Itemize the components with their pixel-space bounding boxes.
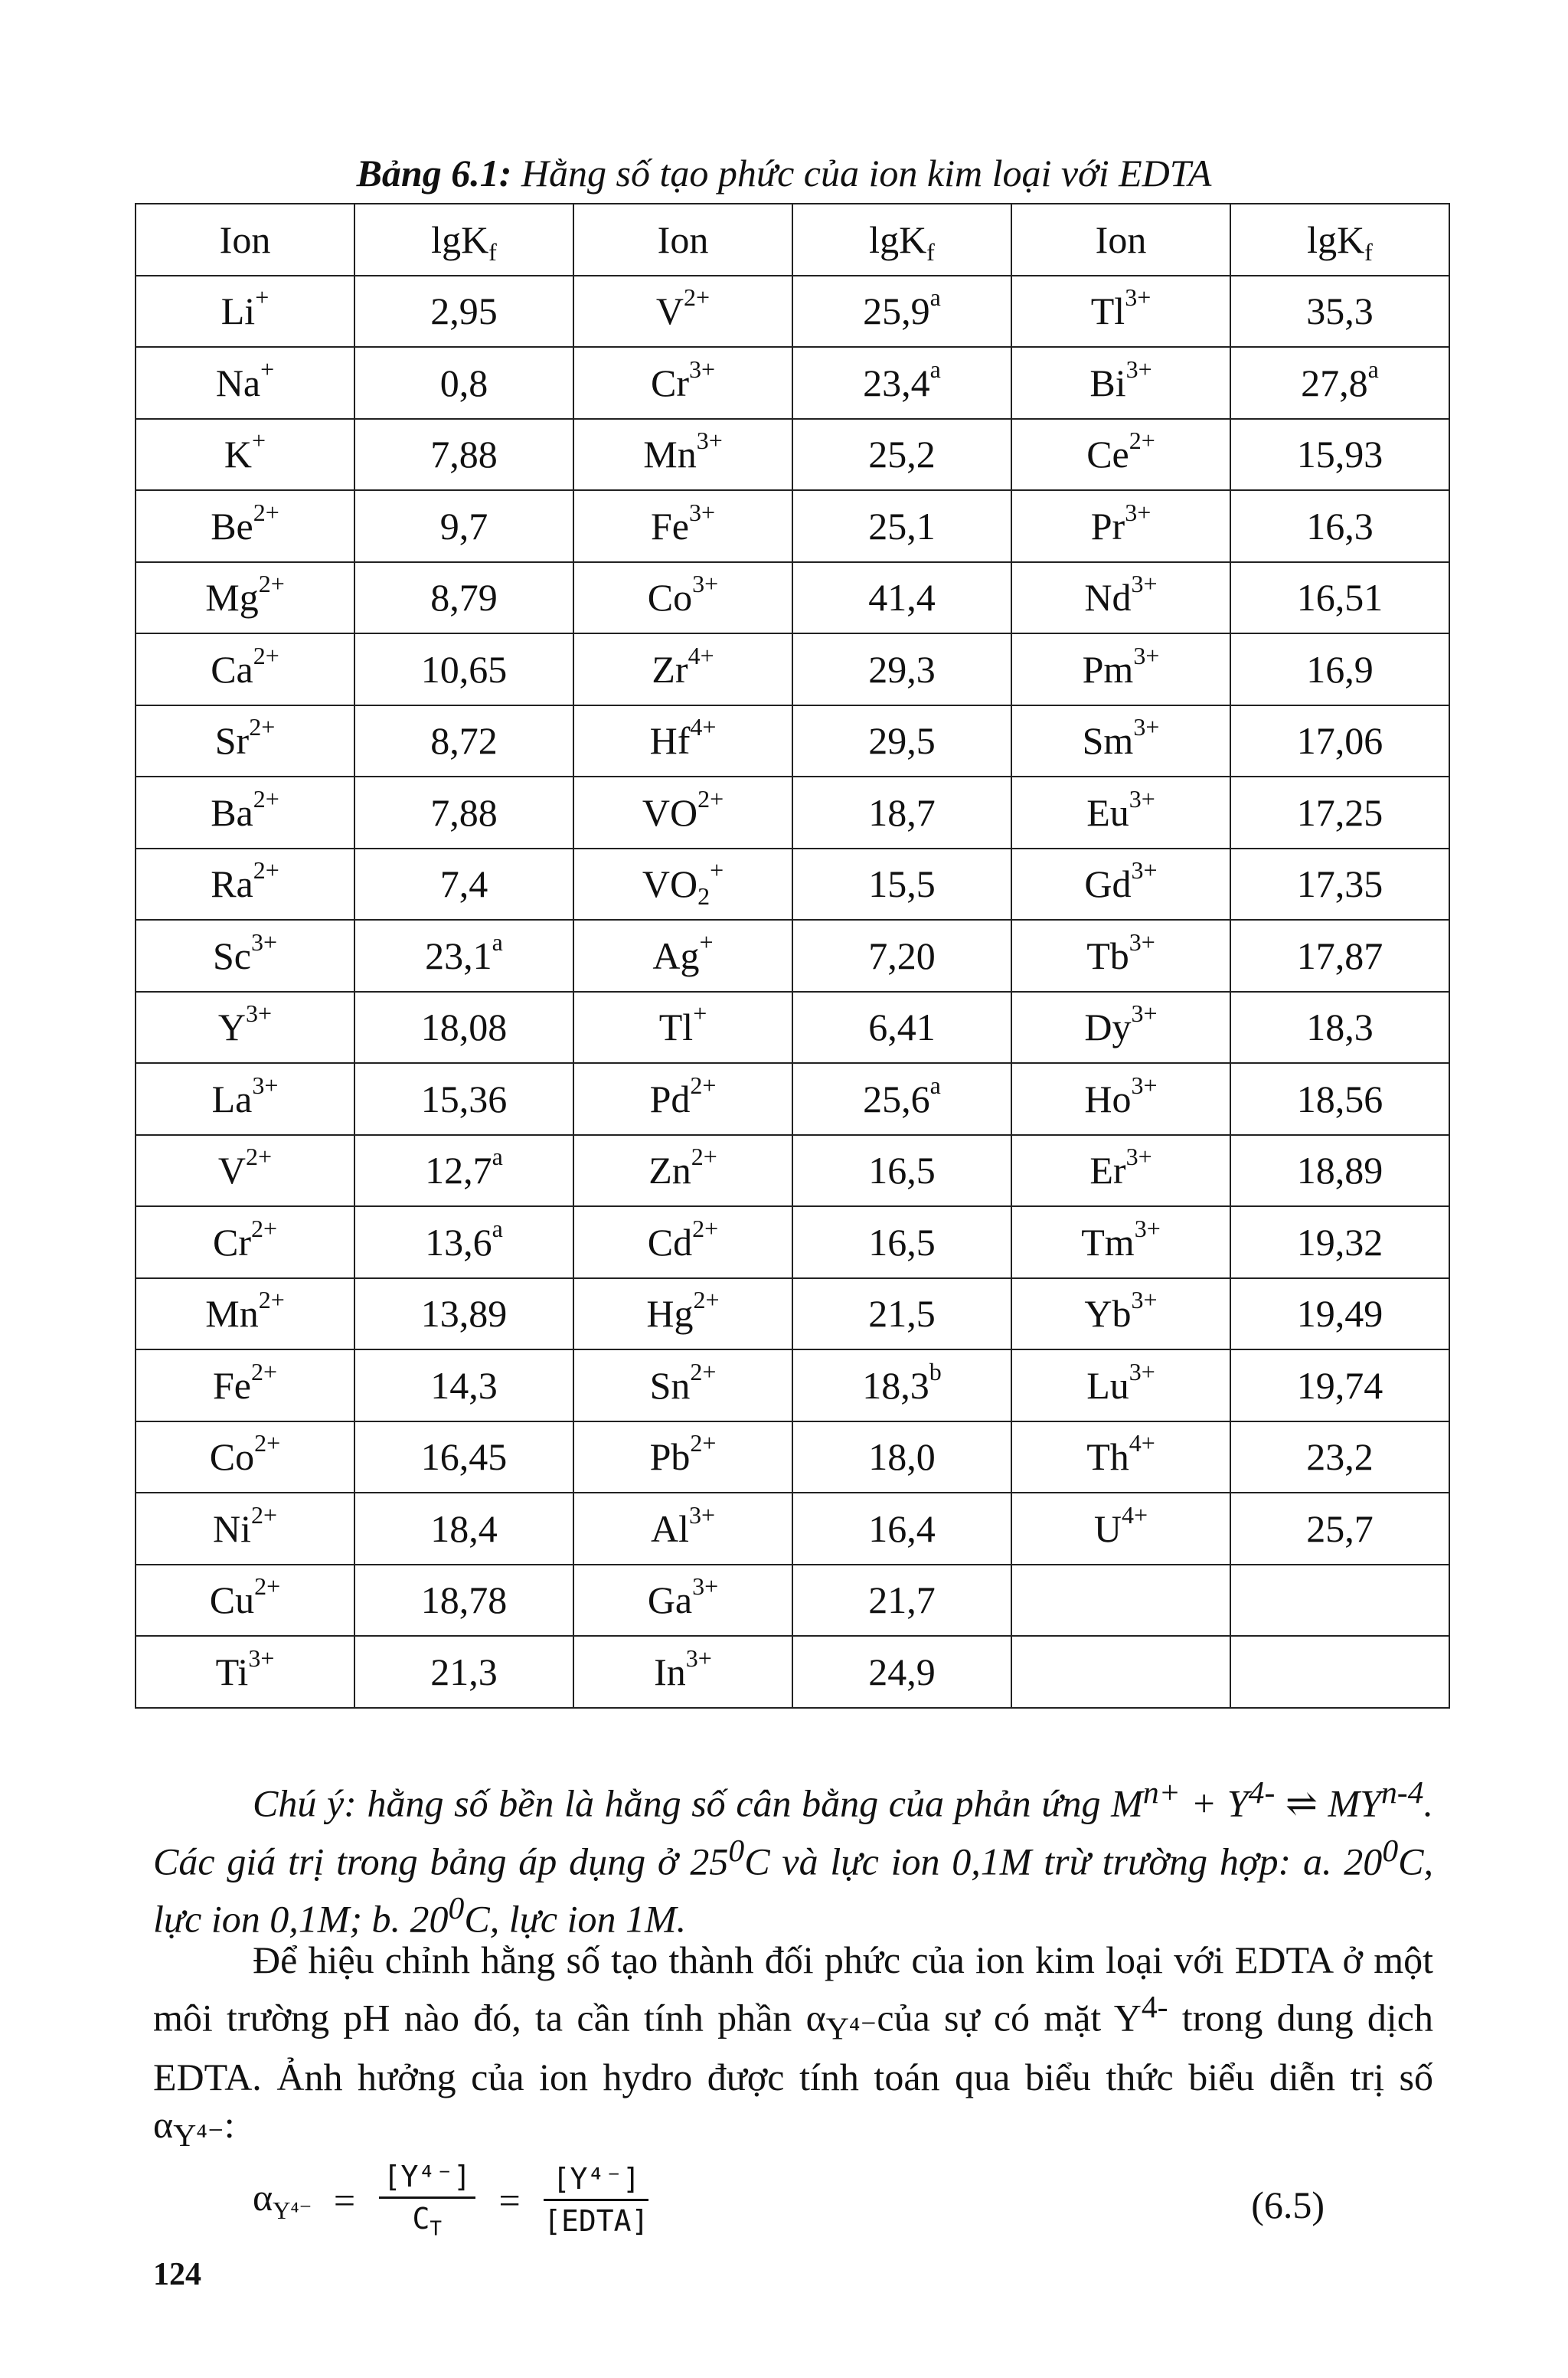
equation-number: (6.5) <box>1251 2183 1325 2226</box>
ion-cell: $Al^{3+}$ <box>573 1493 792 1565</box>
lgkf-cell: 17,25 <box>1230 777 1449 849</box>
ion-cell: $Ce^{2+}$ <box>1011 419 1230 491</box>
table-row <box>136 705 1449 777</box>
table-row <box>136 1063 1449 1135</box>
ion-cell: $VO_2^+$ <box>573 849 792 921</box>
equals-sign: = <box>498 2178 521 2222</box>
lgkf-cell: 27,8$^a$ <box>1230 347 1449 419</box>
ion-cell: $VO^{2+}$ <box>573 777 792 849</box>
ion-cell: $Ni^{2+}$ <box>136 1493 354 1565</box>
ion-cell: $V^{2+}$ <box>136 1135 354 1207</box>
lgkf-cell: 16,51 <box>1230 562 1449 634</box>
table-header-row <box>136 204 1449 276</box>
lgkf-cell: 25,1 <box>792 490 1011 562</box>
equation-6-5 <box>253 2160 1325 2252</box>
ion-cell: $U^{4+}$ <box>1011 1493 1230 1565</box>
table-row <box>136 849 1449 921</box>
ion-cell: $Ba^{2+}$ <box>136 777 354 849</box>
lgkf-cell: 16,9 <box>1230 633 1449 705</box>
table-row <box>136 347 1449 419</box>
lgkf-cell: 15,93 <box>1230 419 1449 491</box>
header-ion: Ion <box>1011 204 1230 276</box>
page-number: 124 <box>153 2257 201 2292</box>
table-row <box>136 1349 1449 1421</box>
lgkf-cell: 16,4 <box>792 1493 1011 1565</box>
ion-cell: $Cr^{2+}$ <box>136 1206 354 1278</box>
ion-cell: Na+ <box>136 347 354 419</box>
ion-cell: $Tb^{3+}$ <box>1011 920 1230 992</box>
ion-cell: $Sr^{2+}$ <box>136 705 354 777</box>
lgkf-cell: 6,41 <box>792 992 1011 1064</box>
ion-cell: $Mn^{2+}$ <box>136 1278 354 1350</box>
lgkf-cell: 25,7 <box>1230 1493 1449 1565</box>
ion-cell: $Pr^{3+}$ <box>1011 490 1230 562</box>
edta-formation-constant-table <box>135 203 1450 1709</box>
ion-cell: Li+ <box>136 276 354 348</box>
lgkf-cell: 16,45 <box>354 1421 573 1493</box>
lgkf-cell: 18,4 <box>354 1493 573 1565</box>
table-row <box>136 419 1449 491</box>
lgkf-cell: 18,3$^b$ <box>792 1349 1011 1421</box>
caption-title: Hằng số tạo phức của ion kim loại với EDTA <box>521 152 1212 195</box>
ion-cell: Ag+ <box>573 920 792 992</box>
lgkf-cell: 16,5 <box>792 1206 1011 1278</box>
table-row <box>136 1421 1449 1493</box>
lgkf-cell: 23,4$^a$ <box>792 347 1011 419</box>
ion-cell: $Ca^{2+}$ <box>136 633 354 705</box>
lgkf-cell: 35,3 <box>1230 276 1449 348</box>
ion-cell: $Th^{4+}$ <box>1011 1421 1230 1493</box>
lgkf-cell: 2,95 <box>354 276 573 348</box>
lgkf-cell: 12,7$^a$ <box>354 1135 573 1207</box>
table-row <box>136 1565 1449 1637</box>
table-row <box>136 1135 1449 1207</box>
lgkf-cell: 16,5 <box>792 1135 1011 1207</box>
ion-cell: $Hf^{4+}$ <box>573 705 792 777</box>
table-row <box>136 920 1449 992</box>
ion-cell: $Zn^{2+}$ <box>573 1135 792 1207</box>
ion-cell: $Hg^{2+}$ <box>573 1278 792 1350</box>
header-ion: Ion <box>573 204 792 276</box>
ion-cell: $Cd^{2+}$ <box>573 1206 792 1278</box>
ion-cell: $Ti^{3+}$ <box>136 1636 354 1708</box>
ion-cell: $Dy^{3+}$ <box>1011 992 1230 1064</box>
table-note: Chú ý: hằng số bền là hằng số cân bằng của phản ứng $M^{n+} + Y^{4-}$ ⇌ MY$^{n-4}$. Các giá trị trong bảng áp dụng ở $25^0C$ và lực ion 0,1M trừ trường hợp: a. $20^0C$, lực ion 0,1M; b. $20^0C$, lực ion 1M. <box>153 1775 1433 1941</box>
ion-cell: $Mn^{3+}$ <box>573 419 792 491</box>
ion-cell: $Pm^{3+}$ <box>1011 633 1230 705</box>
lgkf-cell: 25,2 <box>792 419 1011 491</box>
ion-cell: $In^{3+}$ <box>573 1636 792 1708</box>
ion-cell: $Sc^{3+}$ <box>136 920 354 992</box>
ion-cell: $Tl^{3+}$ <box>1011 276 1230 348</box>
table-row <box>136 1278 1449 1350</box>
table-row <box>136 1636 1449 1708</box>
fraction-y4-over-edta: $\frac{\text{[Y⁴⁻]}}{\text{[EDTA]}}$ <box>544 2162 649 2239</box>
lgkf-cell: 8,79 <box>354 562 573 634</box>
ion-cell: Tl+ <box>573 992 792 1064</box>
lgkf-cell: 18,56 <box>1230 1063 1449 1135</box>
ion-cell: $Er^{3+}$ <box>1011 1135 1230 1207</box>
ion-cell: $Sm^{3+}$ <box>1011 705 1230 777</box>
ion-cell: $Zr^{4+}$ <box>573 633 792 705</box>
table-row <box>136 562 1449 634</box>
table-row <box>136 1206 1449 1278</box>
lgkf-cell: 17,06 <box>1230 705 1449 777</box>
ion-cell: $Fe^{3+}$ <box>573 490 792 562</box>
ion-cell: $Cu^{2+}$ <box>136 1565 354 1637</box>
lgkf-cell: 7,4 <box>354 849 573 921</box>
ion-cell <box>1011 1565 1230 1637</box>
ion-cell: $Bi^{3+}$ <box>1011 347 1230 419</box>
lgkf-cell: 19,74 <box>1230 1349 1449 1421</box>
lgkf-cell: 25,9$^a$ <box>792 276 1011 348</box>
lgkf-cell: 15,5 <box>792 849 1011 921</box>
lgkf-cell: 18,78 <box>354 1565 573 1637</box>
lgkf-cell: 29,5 <box>792 705 1011 777</box>
lgkf-cell: 13,89 <box>354 1278 573 1350</box>
ion-cell <box>1011 1636 1230 1708</box>
fraction-y4-over-ct: $\frac{\text{[Y⁴⁻]}}{C_T}$ <box>379 2160 475 2241</box>
ion-cell: $Lu^{3+}$ <box>1011 1349 1230 1421</box>
caption-label: Bảng 6.1: <box>356 152 512 195</box>
lgkf-cell: 29,3 <box>792 633 1011 705</box>
lgkf-cell: 24,9 <box>792 1636 1011 1708</box>
ion-cell: $Ga^{3+}$ <box>573 1565 792 1637</box>
header-lgkf: lgK$_f$ <box>1230 204 1449 276</box>
table-row <box>136 1493 1449 1565</box>
equation-lhs: $\alpha_{Y^{4-}}$ <box>253 2176 312 2225</box>
ion-cell: $Nd^{3+}$ <box>1011 562 1230 634</box>
lgkf-cell: 17,35 <box>1230 849 1449 921</box>
lgkf-cell: 0,8 <box>354 347 573 419</box>
lgkf-cell: 23,1$^a$ <box>354 920 573 992</box>
lgkf-cell: 19,49 <box>1230 1278 1449 1350</box>
lgkf-cell: 16,3 <box>1230 490 1449 562</box>
lgkf-cell: 21,3 <box>354 1636 573 1708</box>
ion-cell: $Yb^{3+}$ <box>1011 1278 1230 1350</box>
lgkf-cell: 21,5 <box>792 1278 1011 1350</box>
ion-cell: $Fe^{2+}$ <box>136 1349 354 1421</box>
lgkf-cell: 18,7 <box>792 777 1011 849</box>
header-ion: Ion <box>136 204 354 276</box>
table-row <box>136 490 1449 562</box>
ion-cell: K+ <box>136 419 354 491</box>
ion-cell: $Tm^{3+}$ <box>1011 1206 1230 1278</box>
ion-cell: $Co^{3+}$ <box>573 562 792 634</box>
lgkf-cell: 23,2 <box>1230 1421 1449 1493</box>
lgkf-cell: 10,65 <box>354 633 573 705</box>
ion-cell: $Gd^{3+}$ <box>1011 849 1230 921</box>
ion-cell: $Cr^{3+}$ <box>573 347 792 419</box>
lgkf-cell: 41,4 <box>792 562 1011 634</box>
ion-cell: $V^{2+}$ <box>573 276 792 348</box>
header-lgkf: lgK$_f$ <box>354 204 573 276</box>
header-lgkf: lgK$_f$ <box>792 204 1011 276</box>
lgkf-cell: 18,0 <box>792 1421 1011 1493</box>
table-row <box>136 633 1449 705</box>
ion-cell: $Mg^{2+}$ <box>136 562 354 634</box>
lgkf-cell: 9,7 <box>354 490 573 562</box>
lgkf-cell: 18,08 <box>354 992 573 1064</box>
lgkf-cell: 7,20 <box>792 920 1011 992</box>
lgkf-cell: 7,88 <box>354 419 573 491</box>
lgkf-cell: 14,3 <box>354 1349 573 1421</box>
ion-cell: $Pb^{2+}$ <box>573 1421 792 1493</box>
table-caption <box>0 150 1568 196</box>
table-row <box>136 276 1449 348</box>
lgkf-cell <box>1230 1565 1449 1637</box>
lgkf-cell: 7,88 <box>354 777 573 849</box>
ion-cell: $Co^{2+}$ <box>136 1421 354 1493</box>
lgkf-cell: 21,7 <box>792 1565 1011 1637</box>
lgkf-cell: 18,89 <box>1230 1135 1449 1207</box>
lgkf-cell: 25,6$^a$ <box>792 1063 1011 1135</box>
ion-cell: $Be^{2+}$ <box>136 490 354 562</box>
lgkf-cell: 15,36 <box>354 1063 573 1135</box>
lgkf-cell: 13,6$^a$ <box>354 1206 573 1278</box>
lgkf-cell: 17,87 <box>1230 920 1449 992</box>
lgkf-cell <box>1230 1636 1449 1708</box>
ion-cell: $Ho^{3+}$ <box>1011 1063 1230 1135</box>
ion-cell: $Sn^{2+}$ <box>573 1349 792 1421</box>
lgkf-cell: 19,32 <box>1230 1206 1449 1278</box>
ion-cell: $La^{3+}$ <box>136 1063 354 1135</box>
ion-cell: $Eu^{3+}$ <box>1011 777 1230 849</box>
equals-sign: = <box>333 2178 356 2222</box>
body-paragraph: Để hiệu chỉnh hằng số tạo thành đối phức của ion kim loại với EDTA ở một môi trường pH nào đó, ta cần tính phần $\alpha_{Y^{4-}}của$ sự có mặt $Y^{4-}$ trong dung dịch EDTA. Ảnh hưởng của ion hydro được tính toán qua biểu thức biểu diễn trị số $\alpha_{Y^{4-}}$: <box>153 1938 1433 2154</box>
lgkf-cell: 18,3 <box>1230 992 1449 1064</box>
ion-cell: $Y^{3+}$ <box>136 992 354 1064</box>
lgkf-cell: 8,72 <box>354 705 573 777</box>
table-row <box>136 777 1449 849</box>
table-row <box>136 992 1449 1064</box>
ion-cell: $Ra^{2+}$ <box>136 849 354 921</box>
ion-cell: $Pd^{2+}$ <box>573 1063 792 1135</box>
